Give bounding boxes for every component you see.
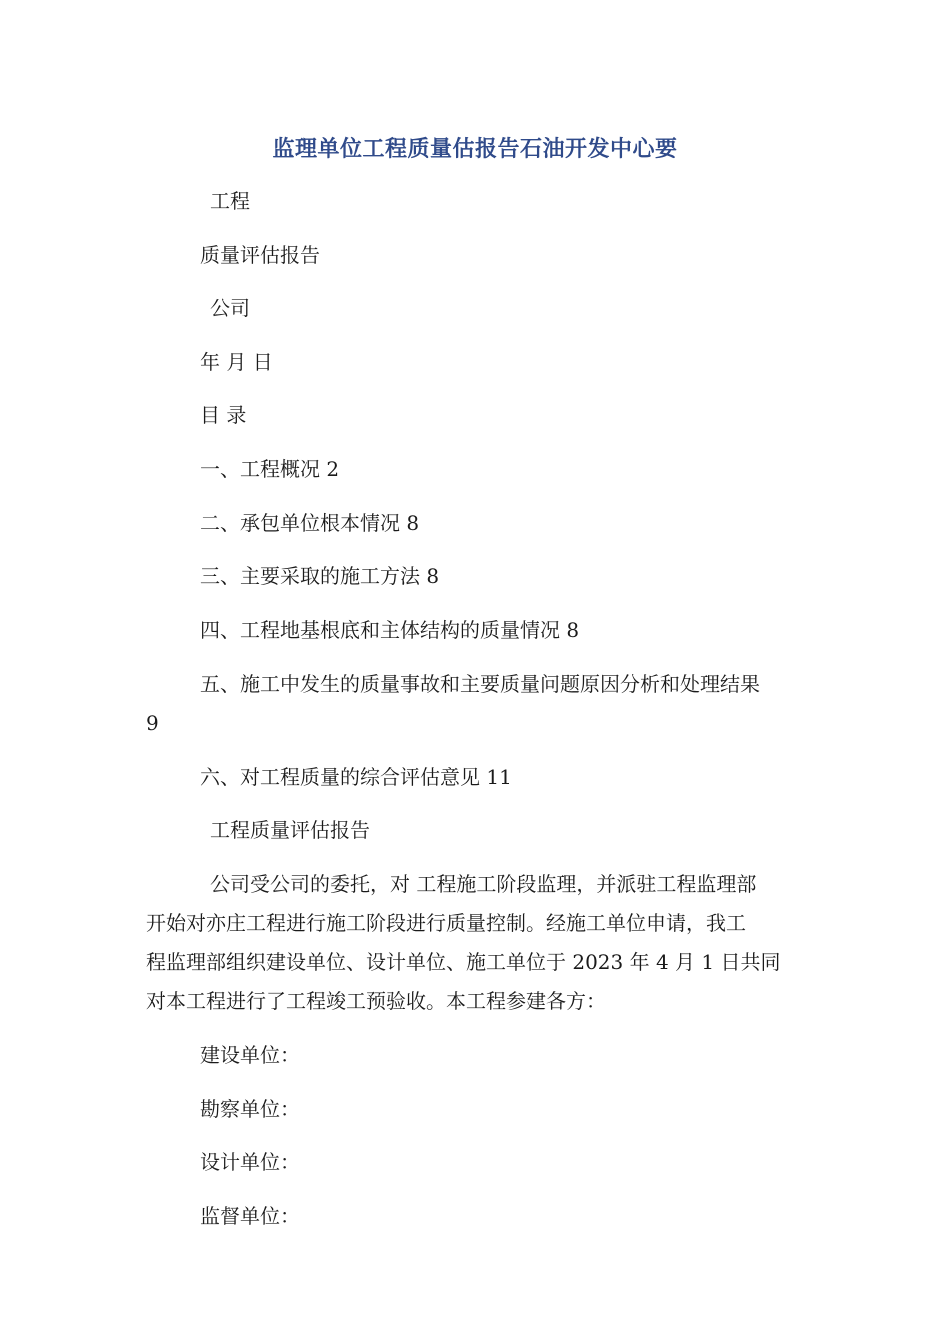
document-title: 监理单位工程质量估报告石油开发中心要	[272, 137, 678, 162]
toc-item: 四、工程地基根底和主体结构的质量情况 8	[200, 618, 580, 642]
section-title: 工程质量评估报告	[210, 818, 370, 842]
toc-item: 二、承包单位根本情况 8	[200, 511, 420, 535]
party-supervision: 监督单位：	[200, 1204, 300, 1228]
toc-item: 五、施工中发生的质量事故和主要质量问题原因分析和处理结果	[200, 672, 760, 696]
toc-item-page: 9	[146, 711, 159, 735]
party-construction: 建设单位：	[200, 1043, 300, 1067]
party-survey: 勘察单位：	[200, 1097, 300, 1121]
toc-item: 三、主要采取的施工方法 8	[200, 564, 440, 588]
cover-company: 公司	[210, 296, 250, 320]
intro-line: 程监理部组织建设单位、设计单位、施工单位于 2023 年 4 月 1 日共同	[146, 950, 781, 974]
party-design: 设计单位：	[200, 1150, 300, 1174]
intro-line: 对本工程进行了工程竣工预验收。本工程参建各方：	[146, 989, 606, 1013]
intro-line: 公司受公司的委托，对 工程施工阶段监理，并派驻工程监理部	[210, 872, 757, 896]
cover-report-name: 质量评估报告	[200, 243, 320, 267]
cover-date: 年 月 日	[200, 350, 273, 374]
toc-item: 一、工程概况 2	[200, 457, 340, 481]
toc-item: 六、对工程质量的综合评估意见 11	[200, 765, 512, 789]
intro-line: 开始对亦庄工程进行施工阶段进行质量控制。经施工单位申请，我工	[146, 911, 746, 935]
toc-heading: 目 录	[200, 403, 247, 427]
cover-project: 工程	[210, 189, 250, 213]
